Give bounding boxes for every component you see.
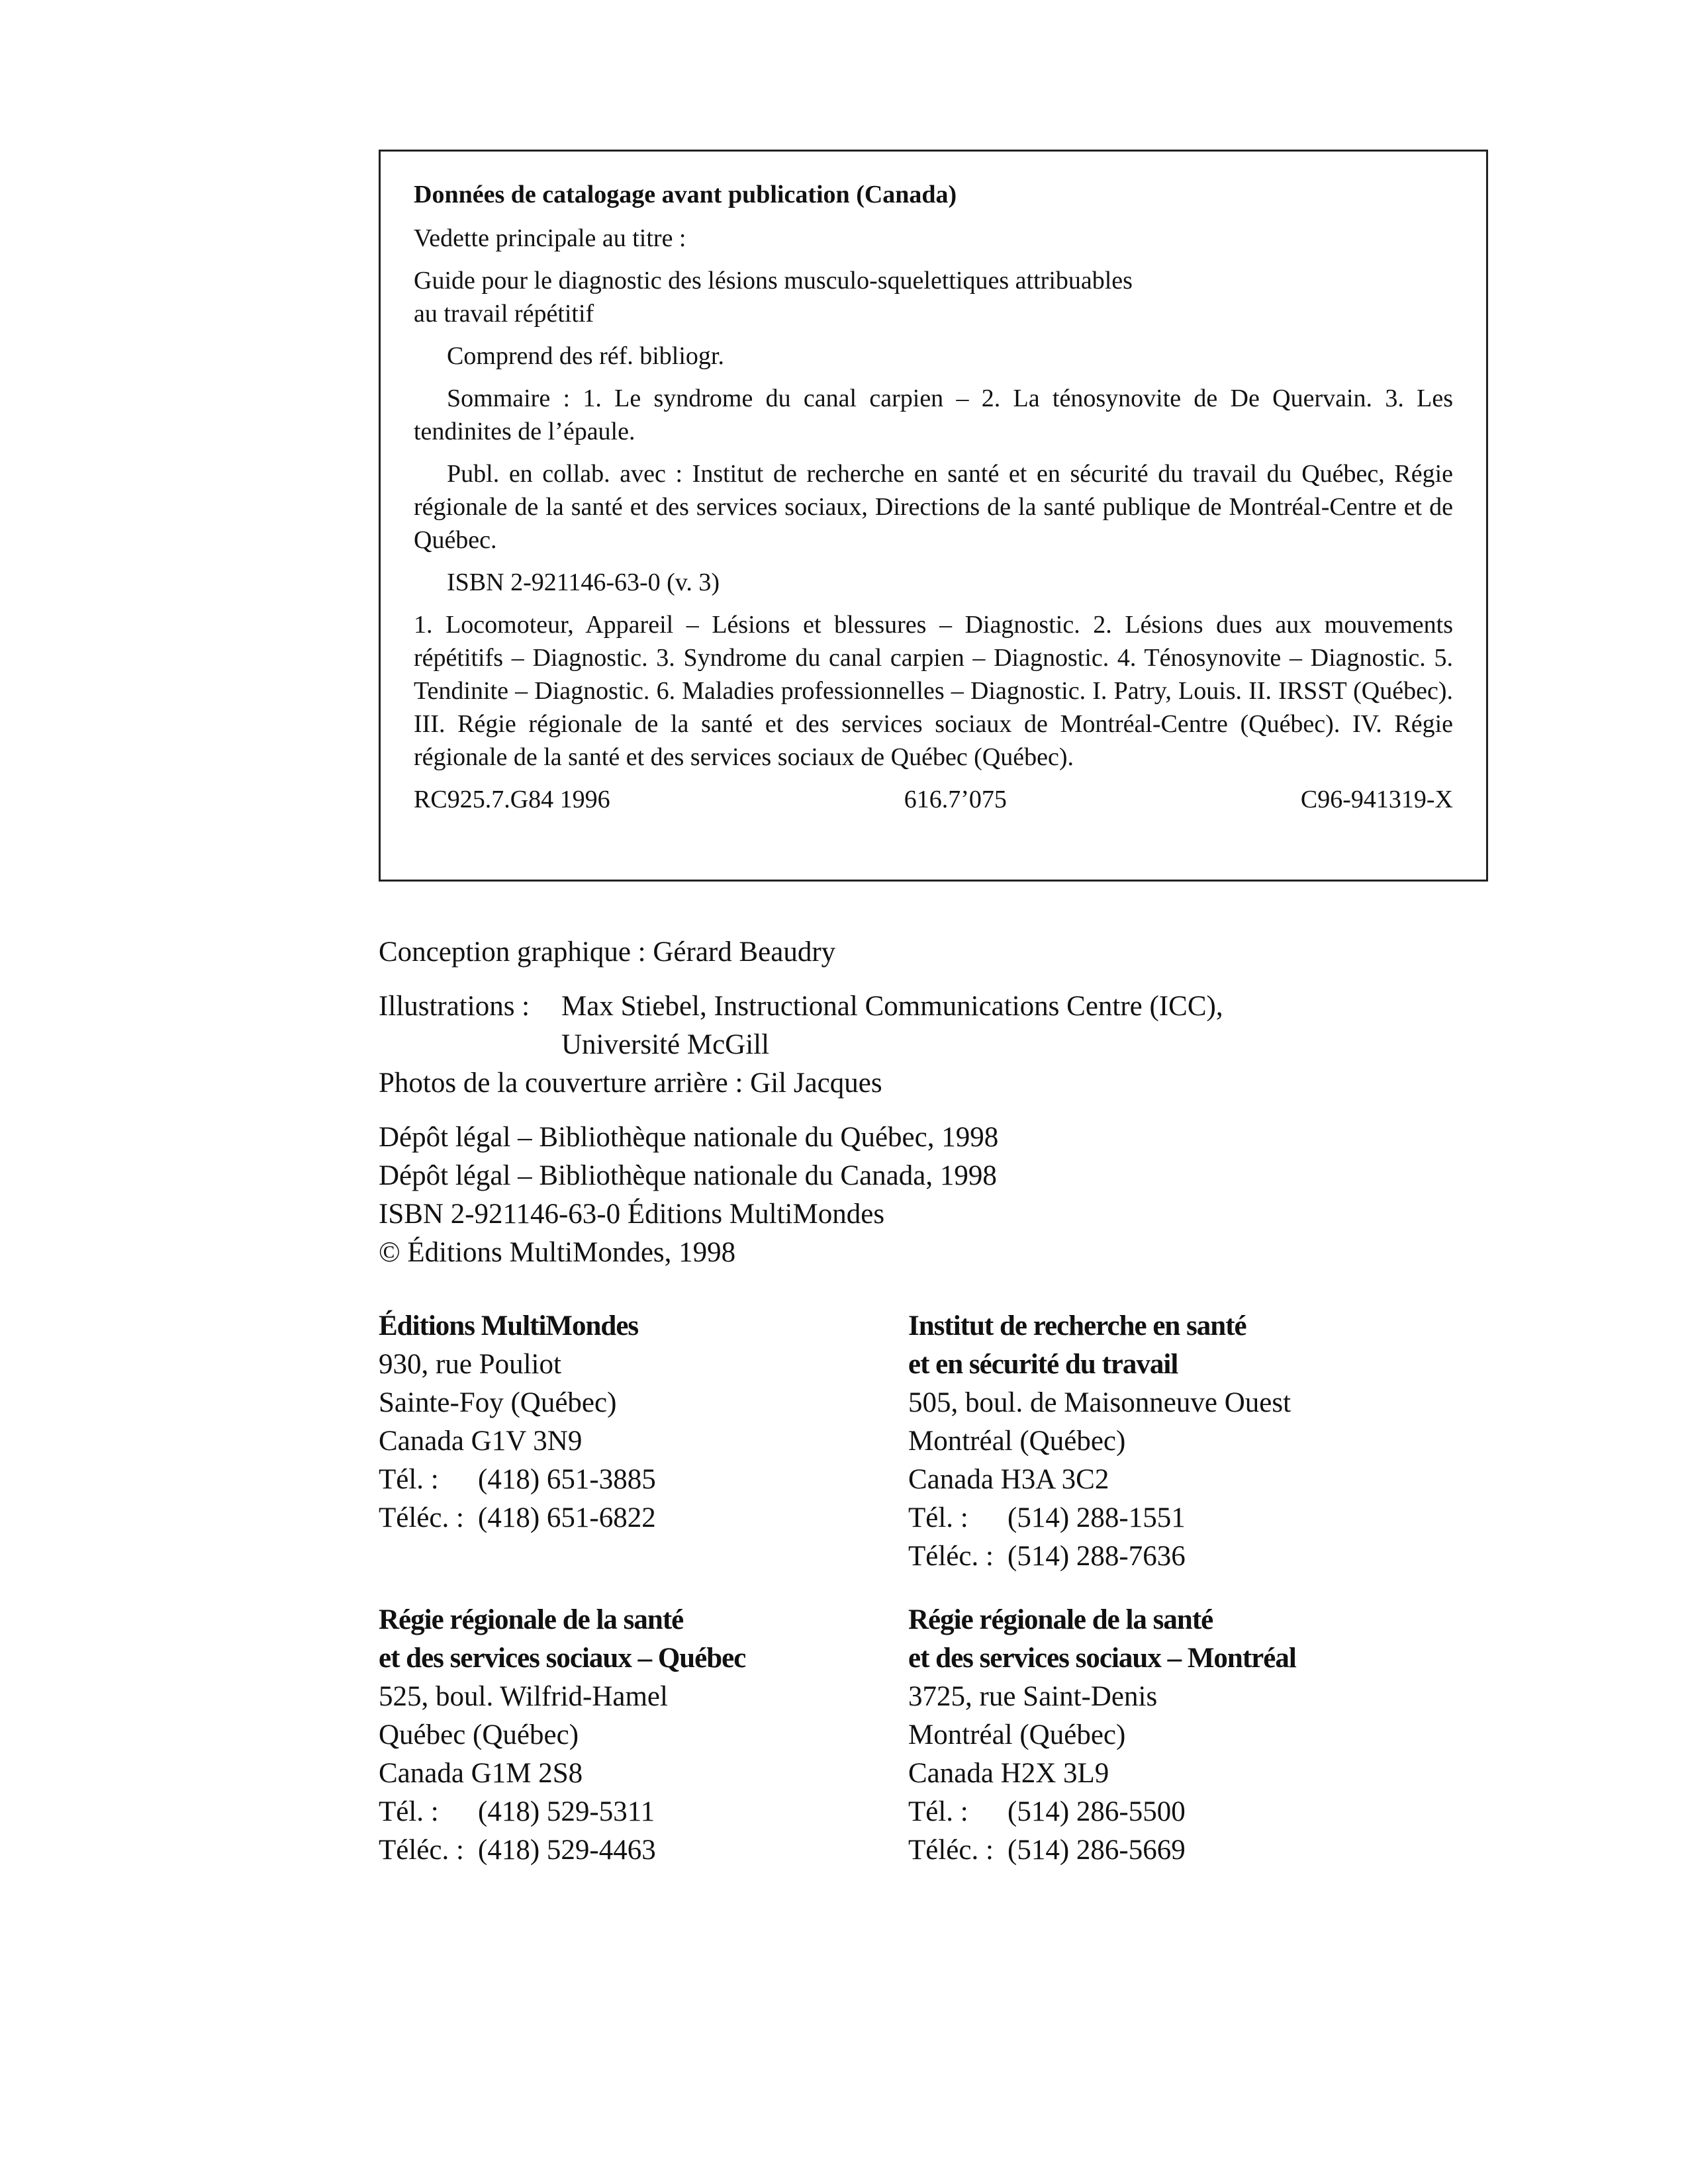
catalog-main-title-line2: au travail répétitif	[414, 300, 594, 328]
classification-row	[414, 783, 1453, 816]
fax-label: Téléc. :	[379, 1502, 464, 1533]
org-name: Régie régionale de la santé	[908, 1604, 1213, 1635]
credits	[379, 933, 1504, 1272]
illustrations-label: Illustrations :	[379, 991, 530, 1022]
postal-code: Canada G1M 2S8	[379, 1758, 583, 1789]
org-name: Régie régionale de la santé	[379, 1604, 684, 1635]
org-name: Institut de recherche en santé	[908, 1310, 1246, 1342]
fax	[379, 1831, 908, 1870]
tel-label: Tél. :	[379, 1464, 439, 1495]
city: Montréal (Québec)	[908, 1426, 1126, 1457]
city: Québec (Québec)	[379, 1719, 579, 1751]
fax	[908, 1831, 1438, 1870]
design-credit: Conception graphique : Gérard Beaudry	[379, 936, 836, 968]
fax-label: Téléc. :	[379, 1835, 464, 1866]
catalog-title: Données de catalogage avant publication (Canada)	[414, 181, 957, 208]
tel-number: (514) 288-1551	[1008, 1502, 1186, 1533]
catalog-main-title-line1: Guide pour le diagnostic des lésions musculo-squelettiques attribuables	[414, 267, 1133, 295]
address-block	[379, 1307, 908, 1576]
tel-label: Tél. :	[908, 1796, 968, 1827]
fax	[379, 1499, 908, 1537]
catalog-main-title	[414, 264, 1453, 330]
postal-code: Canada H2X 3L9	[908, 1758, 1109, 1789]
tel-number: (514) 286-5500	[1008, 1796, 1186, 1827]
address-row	[379, 1601, 1504, 1870]
address-block	[908, 1307, 1438, 1576]
tel-label: Tél. :	[379, 1796, 439, 1827]
dewey-number: 616.7’075	[904, 786, 1007, 813]
tel-number: (418) 529-5311	[478, 1796, 655, 1827]
illustrations-names	[561, 987, 1223, 1064]
postal-code: Canada G1V 3N9	[379, 1426, 583, 1457]
address-block	[908, 1601, 1438, 1870]
fax	[908, 1537, 1438, 1576]
telephone	[379, 1793, 908, 1831]
tel-number: (418) 651-3885	[478, 1464, 656, 1495]
publisher-isbn: ISBN 2-921146-63-0 Éditions MultiMondes	[379, 1199, 885, 1230]
fax-label: Téléc. :	[908, 1541, 994, 1572]
fax-label: Téléc. :	[908, 1835, 994, 1866]
catalog-note-publication: Publ. en collab. avec : Institut de recherche en santé et en sécurité du travail du Québec, Régie régionale de la santé et des services sociaux, Directions de la santé publique de Montréal-Centre et de Québec.	[414, 460, 1453, 554]
control-number: C96-941319-X	[1300, 786, 1453, 813]
catalog-note-bibliography: Comprend des réf. bibliogr.	[447, 342, 724, 370]
fax-number: (514) 288-7636	[1008, 1541, 1186, 1572]
photos-credit: Photos de la couverture arrière : Gil Jacques	[379, 1068, 882, 1099]
catalog-isbn: ISBN 2-921146-63-0 (v. 3)	[447, 569, 720, 596]
street: 3725, rue Saint-Denis	[908, 1681, 1158, 1712]
org-name-line2: et en sécurité du travail	[908, 1349, 1178, 1380]
address-row	[379, 1307, 1504, 1576]
catalog-subjects: 1. Locomoteur, Appareil – Lésions et blessures – Diagnostic. 2. Lésions dues aux mouvements répétitifs – Diagnostic. 3. Syndrome du canal carpien – Diagnostic. 4. Ténosynovite – Diagnostic. 5. Tendinite – Diagnostic. 6. Maladies professionnelles – Diagnostic. I. Patry, Louis. II. IRSST (Québec). III. Régie régionale de la santé et des services sociaux de Montréal-Centre (Québec). IV. Régie régionale de la santé et des services sociaux de Québec (Québec).	[414, 611, 1453, 771]
illustrations-line1: Max Stiebel, Instructional Communications Centre (ICC),	[561, 991, 1223, 1022]
street: 525, boul. Wilfrid-Hamel	[379, 1681, 668, 1712]
addresses	[379, 1307, 1504, 1895]
illustrations-credit	[379, 987, 1504, 1064]
org-name-line2: et des services sociaux – Québec	[379, 1643, 746, 1674]
copyright-notice: © Éditions MultiMondes, 1998	[379, 1237, 736, 1268]
fax-number: (418) 529-4463	[478, 1835, 656, 1866]
catalog-note-contents: Sommaire : 1. Le syndrome du canal carpien – 2. La ténosynovite de De Quervain. 3. Les tendinites de l’épaule.	[414, 385, 1453, 445]
address-block	[379, 1601, 908, 1870]
illustrations-line2: Université McGill	[561, 1029, 770, 1060]
org-name: Éditions MultiMondes	[379, 1310, 639, 1342]
fax-number: (514) 286-5669	[1008, 1835, 1186, 1866]
telephone	[379, 1461, 908, 1499]
catalog-box	[379, 150, 1488, 882]
org-name-line2: et des services sociaux – Montréal	[908, 1643, 1296, 1674]
city: Sainte-Foy (Québec)	[379, 1387, 617, 1418]
tel-label: Tél. :	[908, 1502, 968, 1533]
telephone	[908, 1499, 1438, 1537]
city: Montréal (Québec)	[908, 1719, 1126, 1751]
street: 505, boul. de Maisonneuve Ouest	[908, 1387, 1291, 1418]
postal-code: Canada H3A 3C2	[908, 1464, 1109, 1495]
legal-deposit-canada: Dépôt légal – Bibliothèque nationale du Canada, 1998	[379, 1160, 997, 1191]
fax-number: (418) 651-6822	[478, 1502, 656, 1533]
call-number: RC925.7.G84 1996	[414, 786, 610, 813]
street: 930, rue Pouliot	[379, 1349, 561, 1380]
legal-deposit-quebec: Dépôt légal – Bibliothèque nationale du Québec, 1998	[379, 1122, 999, 1153]
catalog-heading-label: Vedette principale au titre :	[414, 224, 686, 252]
telephone	[908, 1793, 1438, 1831]
